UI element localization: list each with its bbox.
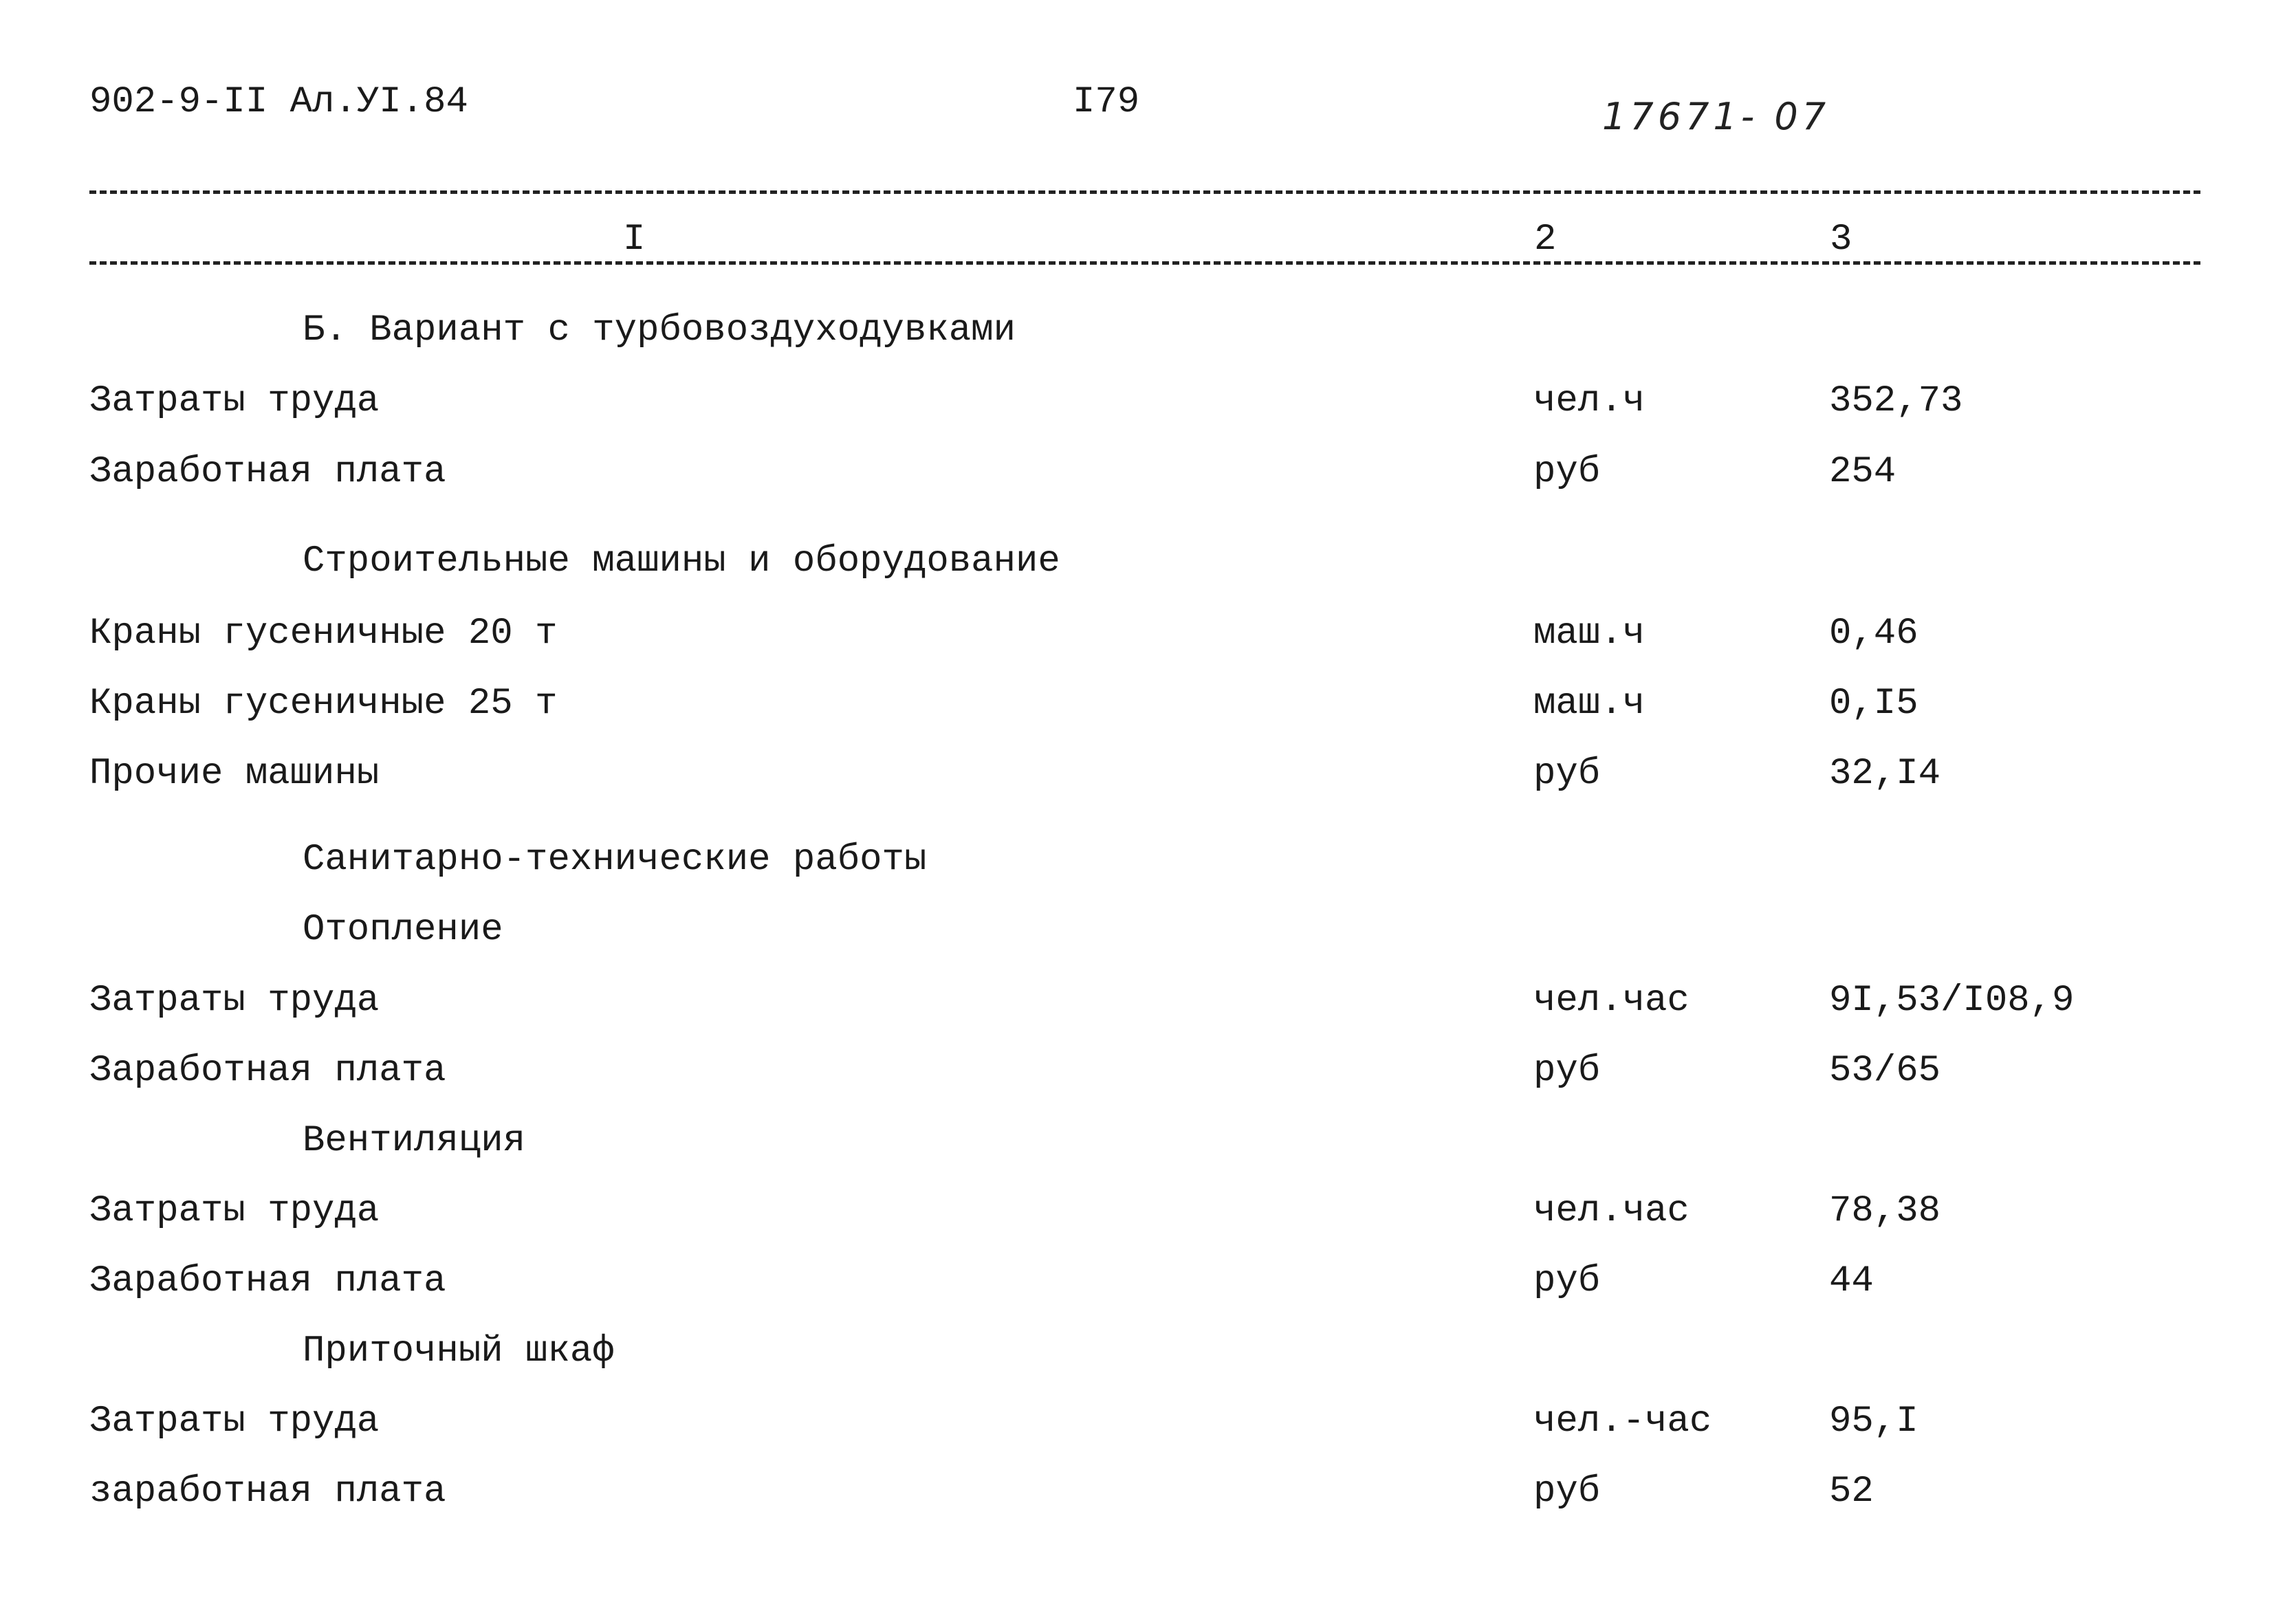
row-unit: руб (1533, 753, 1601, 795)
row-label: Заработная плата (89, 1050, 446, 1092)
row-label: Затраты труда (89, 380, 380, 422)
table-row (0, 839, 2274, 894)
handwritten-number: 17671- 07 (1602, 95, 1830, 138)
row-value: 44 (1829, 1260, 1874, 1302)
row-value: 52 (1829, 1471, 1874, 1513)
row-label: Краны гусеничные 25 т (89, 683, 558, 725)
row-unit: чел.-час (1533, 1401, 1712, 1442)
table-row (0, 1120, 2274, 1175)
row-label: Краны гусеничные 20 т (89, 613, 558, 655)
row-value: 254 (1829, 451, 1896, 493)
row-value: 95,I (1829, 1401, 1918, 1442)
row-value: 0,46 (1829, 613, 1918, 655)
table-row (0, 540, 2274, 595)
table-row (0, 753, 2274, 808)
table-header-rule (89, 261, 2200, 265)
document-code: 902-9-II Ал.УI.84 (89, 81, 468, 123)
table-row (0, 380, 2274, 435)
row-label: заработная плата (89, 1471, 446, 1513)
row-unit: руб (1533, 1471, 1601, 1513)
table-row (0, 980, 2274, 1035)
column-number-3: 3 (1826, 219, 1856, 261)
table-row (0, 1190, 2274, 1245)
row-value: 0,I5 (1829, 683, 1918, 725)
row-value: 53/65 (1829, 1050, 1941, 1092)
column-number-2: 2 (1530, 219, 1560, 261)
row-label: Приточный шкаф (303, 1330, 615, 1372)
row-label: Затраты труда (89, 1190, 380, 1232)
table-row (0, 309, 2274, 364)
row-label: Строительные машины и оборудование (303, 540, 1060, 582)
row-unit: маш.ч (1533, 683, 1646, 725)
row-unit: маш.ч (1533, 613, 1646, 655)
row-unit: чел.ч (1533, 380, 1646, 422)
row-value: 78,38 (1829, 1190, 1941, 1232)
row-value: 9I,53/I08,9 (1829, 980, 2075, 1022)
table-row (0, 1330, 2274, 1385)
row-label: Б. Вариант с турбовоздуходувками (303, 309, 1016, 351)
table-row (0, 1050, 2274, 1105)
page-number: I79 (1073, 81, 1140, 123)
row-label: Затраты труда (89, 980, 380, 1022)
row-unit: чел.час (1533, 1190, 1690, 1232)
row-unit: руб (1533, 1260, 1601, 1302)
row-label: Вентиляция (303, 1120, 526, 1162)
row-unit: руб (1533, 1050, 1601, 1092)
table-row (0, 683, 2274, 738)
row-label: Затраты труда (89, 1401, 380, 1442)
row-value: 32,I4 (1829, 753, 1941, 795)
row-value: 352,73 (1829, 380, 1963, 422)
row-label: Заработная плата (89, 451, 446, 493)
table-row (0, 1471, 2274, 1526)
table-row (0, 451, 2274, 506)
table-row (0, 613, 2274, 668)
table-top-rule (89, 190, 2200, 194)
row-unit: руб (1533, 451, 1601, 493)
row-label: Прочие машины (89, 753, 380, 795)
row-unit: чел.час (1533, 980, 1690, 1022)
table-row (0, 1260, 2274, 1315)
row-label: Заработная плата (89, 1260, 446, 1302)
table-row (0, 909, 2274, 964)
row-label: Санитарно-технические работы (303, 839, 927, 881)
row-label: Отопление (303, 909, 503, 951)
column-number-1: I (619, 219, 649, 261)
table-row (0, 1401, 2274, 1456)
